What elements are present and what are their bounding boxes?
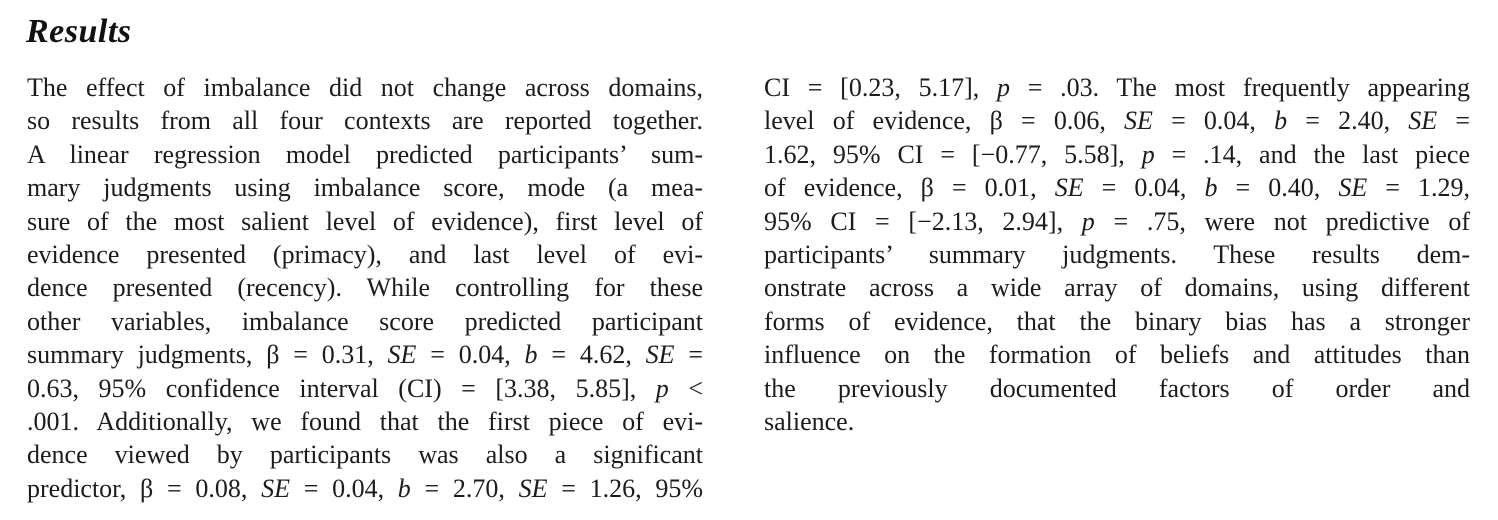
text-run: = 4.62,: [537, 340, 646, 370]
text-run: onstrate across a wide array of domains, using different: [764, 273, 1470, 303]
text-line: [27, 71, 703, 104]
text-run: = .14, and the last piece: [1154, 139, 1470, 169]
stat-symbol: b: [1204, 173, 1218, 203]
text-run: 1.62, 95% CI = [−0.77, 5.58],: [764, 139, 1142, 169]
text-run: sure of the most salient level of evidence), first level of: [27, 206, 703, 236]
text-run: = .75, were not predictive of: [1094, 206, 1470, 236]
text-column-right: [764, 71, 1470, 438]
stat-symbol: b: [397, 473, 411, 503]
stat-symbol: p: [1081, 206, 1095, 236]
text-run: predictor, β = 0.08,: [27, 473, 262, 503]
text-run: = 0.04,: [416, 340, 525, 370]
text-run: =: [674, 340, 703, 370]
stat-symbol: SE: [1124, 106, 1153, 136]
text-line: [27, 472, 703, 505]
text-run: = 1.29,: [1367, 173, 1470, 203]
text-run: The effect of imbalance did not change across domains,: [27, 73, 703, 102]
text-line: [27, 438, 703, 471]
text-run: 0.63, 95% confidence interval (CI) = [3.38, 5.85],: [27, 373, 656, 403]
text-run: = 2.40,: [1287, 106, 1409, 136]
text-column-left: [27, 71, 703, 505]
stat-symbol: p: [996, 73, 1010, 102]
text-run: forms of evidence, that the binary bias has a stronger: [764, 306, 1470, 336]
text-line: [764, 405, 1470, 438]
text-line: [764, 305, 1470, 338]
text-run: the previously documented factors of order and: [764, 373, 1470, 403]
stat-symbol: b: [1274, 106, 1288, 136]
text-line: [764, 71, 1470, 104]
stat-symbol: SE: [518, 473, 548, 503]
text-line: [27, 238, 703, 271]
stat-symbol: p: [655, 373, 669, 403]
text-line: [764, 205, 1470, 238]
text-line: [27, 171, 703, 204]
text-run: of evidence, β = 0.01,: [764, 173, 1055, 203]
text-run: influence on the formation of beliefs and attitudes than: [764, 340, 1470, 370]
section-heading-results: Results: [26, 13, 132, 50]
text-run: level of evidence, β = 0.06,: [764, 106, 1124, 136]
stat-symbol: SE: [1408, 106, 1438, 136]
text-line: [764, 238, 1470, 271]
text-run: dence viewed by participants was also a significant: [27, 440, 703, 470]
text-run: = 0.40,: [1217, 173, 1339, 203]
text-line: [764, 138, 1470, 171]
text-run: 95% CI = [−2.13, 2.94],: [764, 206, 1082, 236]
text-run: salience.: [764, 406, 855, 436]
text-line: [764, 104, 1470, 137]
stat-symbol: SE: [1054, 173, 1084, 203]
text-run: summary judgments, β = 0.31,: [27, 340, 388, 370]
text-line: [27, 305, 703, 338]
text-run: participants’ summary judgments. These results dem-: [764, 239, 1470, 269]
text-run: evidence presented (primacy), and last level of evi-: [27, 239, 703, 269]
text-line: [27, 205, 703, 238]
text-line: [27, 372, 703, 405]
text-run: = .03. The most frequently appearing: [1009, 73, 1471, 102]
text-line: [27, 271, 703, 304]
text-run: = 0.04,: [1083, 173, 1205, 203]
text-line: [27, 138, 703, 171]
text-run: =: [1437, 106, 1470, 136]
text-run: other variables, imbalance score predicted participant: [27, 306, 703, 336]
stat-symbol: SE: [1338, 173, 1368, 203]
text-line: [764, 171, 1470, 204]
text-run: = 2.70,: [410, 473, 519, 503]
text-line: [764, 271, 1470, 304]
text-line: [27, 104, 703, 137]
text-line: [764, 338, 1470, 371]
text-run: = 0.04,: [289, 473, 398, 503]
text-run: dence presented (recency). While controlling for these: [27, 273, 703, 303]
stat-symbol: SE: [261, 473, 290, 503]
stat-symbol: p: [1141, 139, 1155, 169]
text-line: [27, 338, 703, 371]
text-run: .001. Additionally, we found that the first piece of evi-: [27, 406, 703, 436]
text-run: A linear regression model predicted participants’ sum-: [27, 139, 703, 169]
text-run: so results from all four contexts are reported together.: [27, 106, 703, 136]
stat-symbol: SE: [645, 340, 675, 370]
text-run: <: [668, 373, 703, 403]
text-run: CI = [0.23, 5.17],: [764, 73, 997, 102]
text-run: = 0.04,: [1152, 106, 1275, 136]
text-line: [764, 372, 1470, 405]
text-line: [27, 405, 703, 438]
stat-symbol: SE: [387, 340, 417, 370]
stat-symbol: b: [524, 340, 538, 370]
text-run: = 1.26, 95%: [547, 473, 703, 503]
text-run: mary judgments using imbalance score, mode (a mea-: [27, 173, 703, 203]
